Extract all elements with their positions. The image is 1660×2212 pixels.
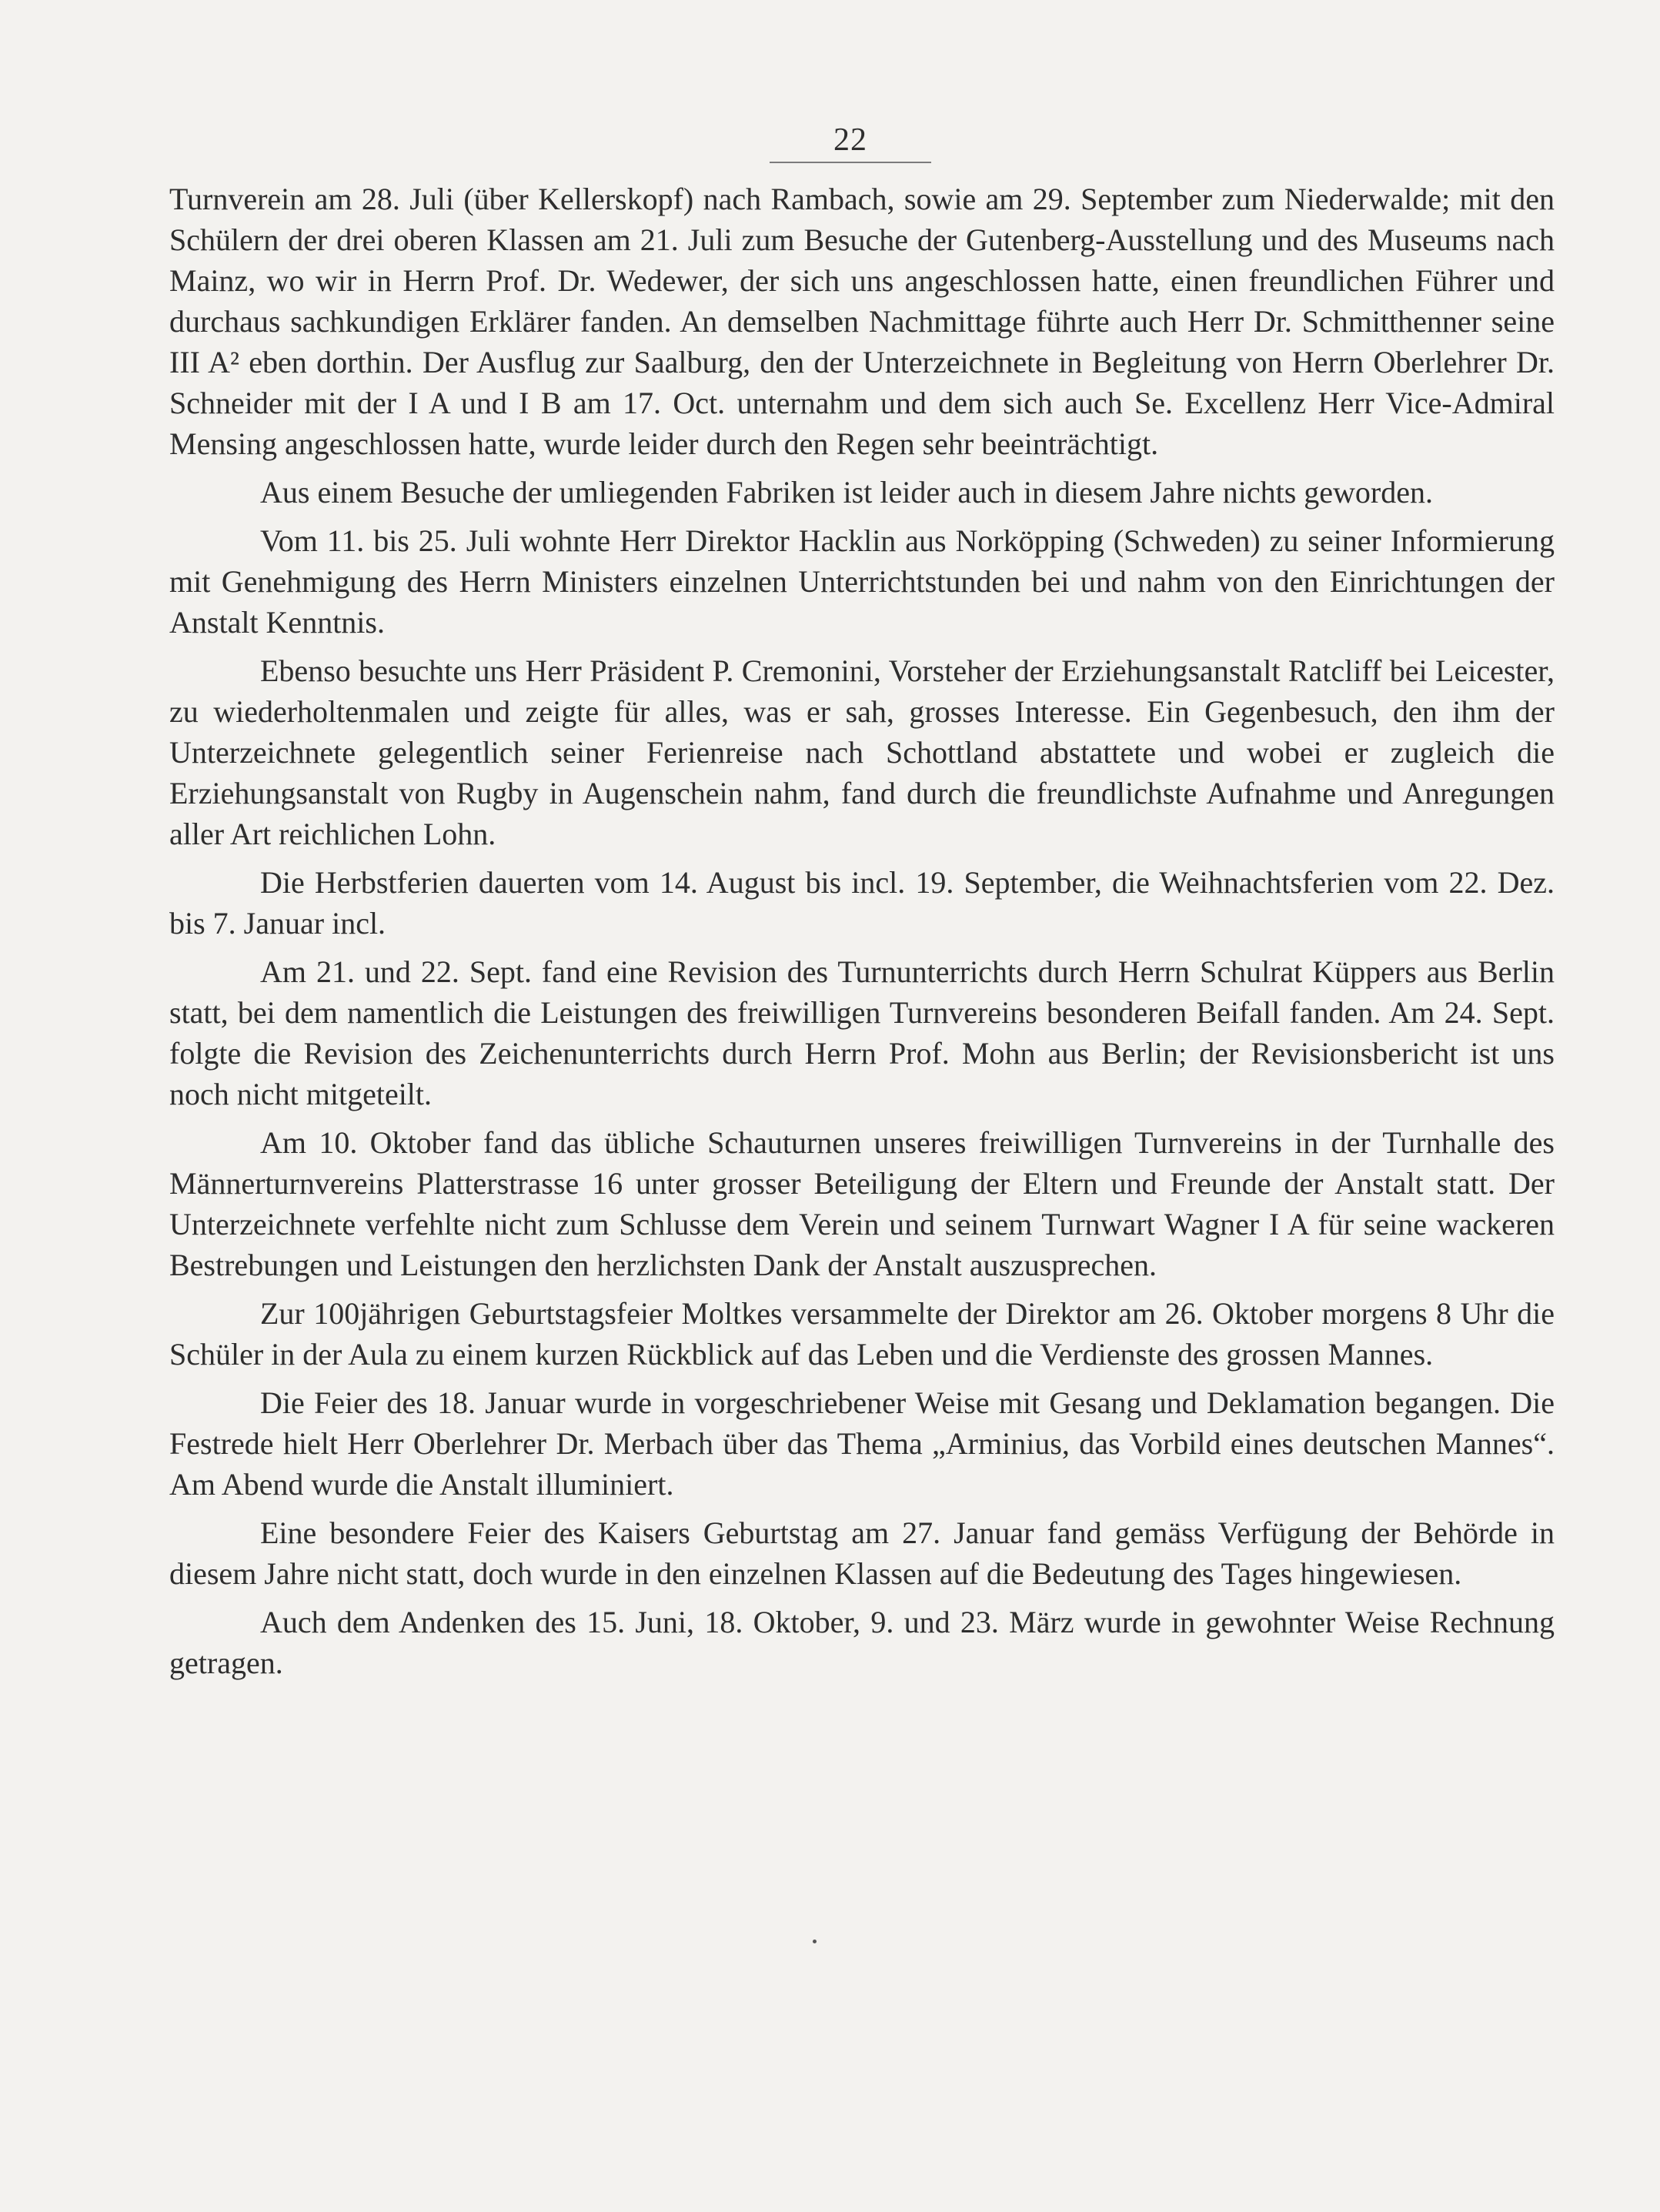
paragraph-8: Zur 100jährigen Geburtstagsfeier Moltkes versammelte der Direktor am 26. Oktober morgens 8 Uhr die Schüler in der Aula zu einem kurzen Rückblick auf das Leben und die Verdienste des grossen Mannes. [169, 1296, 1555, 1372]
paragraph-11: Auch dem Andenken des 15. Juni, 18. Oktober, 9. und 23. März wurde in gewohnter Weise Rechnung getragen. [169, 1605, 1555, 1680]
paragraph-1: Turnverein am 28. Juli (über Kellerskopf) nach Rambach, sowie am 29. September zum Niederwalde; mit den Schülern der drei oberen Klassen am 21. Juli zum Besuche der Gutenberg-Ausstellung und des Museums nach Mainz, wo wir in Herrn Prof. Dr. Wedewer, der sich uns angeschlossen hatte, einen freundlichen Führer und durchaus sachkundigen Erklärer fanden. An demselben Nachmittage führte auch Herr Dr. Schmitthenner seine III A² eben dorthin. Der Ausflug zur Saalburg, den der Unterzeichnete in Begleitung von Herrn Oberlehrer Dr. Schneider mit der I A und I B am 17. Oct. unternahm und dem sich auch Se. Excellenz Herr Vice-Admiral Mensing angeschlossen hatte, wurde leider durch den Regen sehr beeinträchtigt. [169, 182, 1555, 461]
paragraph-4: Ebenso besuchte uns Herr Präsident P. Cremonini, Vorsteher der Erziehungsanstalt Ratcliff bei Leicester, zu wiederholtenmalen und zeigte für alles, was er sah, grosses Interesse. Ein Gegenbesuch, den ihm der Unterzeichnete gelegentlich seiner Ferienreise nach Schottland abstattete und wobei er zugleich die Erziehungsanstalt von Rugby in Augenschein nahm, fand durch die freundlichste Aufnahme und Anregungen aller Art reichlichen Lohn. [169, 653, 1555, 851]
page-number-rule [770, 162, 931, 163]
paragraph-5: Die Herbstferien dauerten vom 14. August bis incl. 19. September, die Weihnachtsferien vom 22. Dez. bis 7. Januar incl. [169, 865, 1555, 941]
stray-ink-dot [813, 1940, 817, 1943]
paragraph-6: Am 21. und 22. Sept. fand eine Revision des Turnunterrichts durch Herrn Schulrat Küppers aus Berlin statt, bei dem namentlich die Leistungen des freiwilligen Turnvereins besonderen Beifall fanden. Am 24. Sept. folgte die Revision des Zeichenunterrichts durch Herrn Prof. Mohn aus Berlin; der Revisionsbericht ist uns noch nicht mitgeteilt. [169, 954, 1555, 1111]
paragraph-7: Am 10. Oktober fand das übliche Schauturnen unseres freiwilligen Turnvereins in der Turnhalle des Männerturnvereins Platterstrasse 16 unter grosser Beteiligung der Eltern und Freunde der Anstalt statt. Der Unterzeichnete verfehlte nicht zum Schlusse dem Verein und seinem Turnwart Wagner I A für seine wackeren Bestrebungen und Leistungen den herzlichsten Dank der Anstalt auszusprechen. [169, 1125, 1555, 1282]
body-text [169, 179, 1555, 1683]
paragraph-9: Die Feier des 18. Januar wurde in vorgeschriebener Weise mit Gesang und Deklamation begangen. Die Festrede hielt Herr Oberlehrer Dr. Merbach über das Thema „Arminius, das Vorbild eines deutschen Mannes“. Am Abend wurde die Anstalt illuminiert. [169, 1385, 1555, 1502]
paragraph-10: Eine besondere Feier des Kaisers Geburtstag am 27. Januar fand gemäss Verfügung der Behörde in diesem Jahre nicht statt, doch wurde in den einzelnen Klassen auf die Bedeutung des Tages hingewiesen. [169, 1515, 1555, 1591]
paragraph-3: Vom 11. bis 25. Juli wohnte Herr Direktor Hacklin aus Norköpping (Schweden) zu seiner Informierung mit Genehmigung des Herrn Ministers einzelnen Unterrichtstunden bei und nahm von den Einrichtungen der Anstalt Kenntnis. [169, 523, 1555, 640]
page-number: 22 [833, 122, 867, 158]
paragraph-2: Aus einem Besuche der umliegenden Fabriken ist leider auch in diesem Jahre nichts geworden. [260, 475, 1433, 510]
